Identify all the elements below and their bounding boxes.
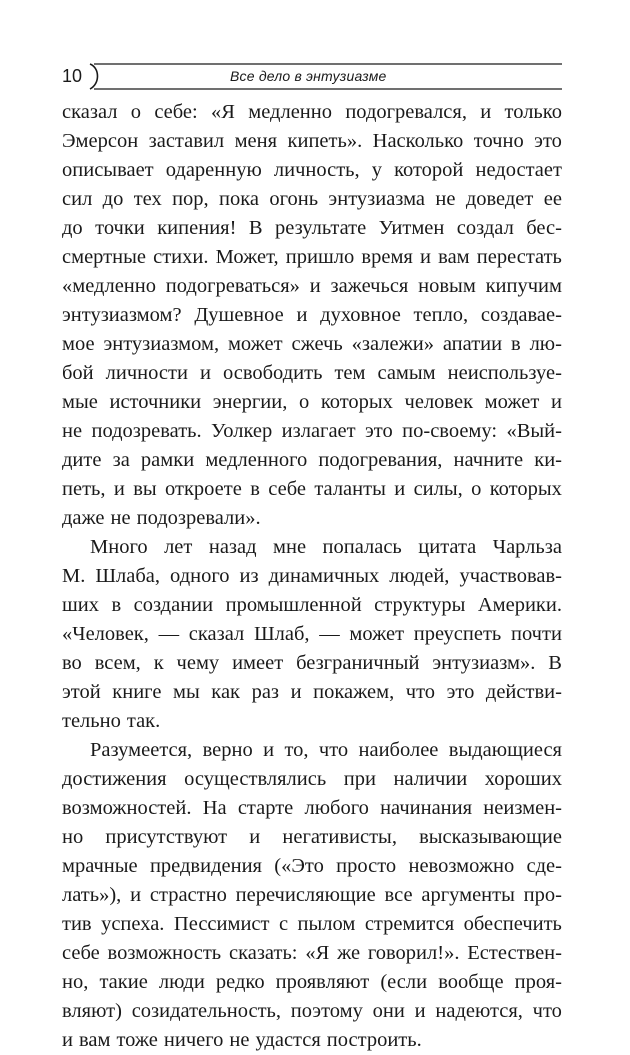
text-line: Разумеется, верно и то, что наиболее выдающиеся [90, 739, 562, 761]
text-line: «Человек, — сказал Шлаб, — может преуспеть почти [62, 623, 562, 645]
text-line: «медленно подогреваться» и зажечься новым кипучим [62, 275, 562, 297]
text-line: и вам тоже ничего не удастся построить. [62, 1029, 422, 1051]
text-line: мое энтузиазмом, может сжечь «залежи» апатии в лю- [62, 333, 562, 355]
text-line: но присутствуют и негативисты, высказывающие [62, 826, 562, 848]
text-line: во всем, к чему имеет безграничный энтузиазм». В [62, 652, 562, 674]
text-line: М. Шлаба, одного из динамичных людей, участвовав- [62, 565, 562, 587]
text-line: мрачные предвидения («Это просто невозможно сде- [62, 855, 562, 877]
text-line: не подозревать. Уолкер излагает это по-своему: «Вый- [62, 420, 562, 442]
text-line: даже не подозревали». [62, 507, 261, 529]
page-header [62, 62, 562, 92]
paragraph [62, 736, 562, 1055]
text-line: бой личности и освободить тем самым неиспользуе- [62, 362, 562, 384]
text-line: себе возможность сказать: «Я же говорил!». Естествен- [62, 942, 562, 964]
text-line: описывает одаренную личность, у которой недостает [62, 159, 562, 181]
text-line: смертные стихи. Может, пришло время и вам перестать [62, 246, 562, 268]
text-line: дите за рамки медленного подогревания, начните ки- [62, 449, 562, 471]
text-line: Много лет назад мне попалась цитата Чарльза [90, 536, 562, 558]
text-line: ших в создании промышленной структуры Америки. [62, 594, 562, 616]
text-line: этой книге мы как раз и покажем, что это действи- [62, 681, 562, 703]
text-line: энтузиазмом? Душевное и духовное тепло, создавае- [62, 304, 562, 326]
text-line: тельно так. [62, 710, 161, 732]
text-line: достижения осуществлялись при наличии хороших [62, 768, 562, 790]
text-line: сил до тех пор, пока огонь энтузиазма не доведет ее [62, 188, 562, 210]
text-line: до точки кипения! В результате Уитмен создал бес- [62, 217, 562, 239]
text-line: мые источники энергии, о которых человек может и [62, 391, 562, 413]
text-line: Эмерсон заставил меня кипеть». Насколько точно это [62, 130, 562, 152]
paragraph [62, 533, 562, 736]
text-line: но, такие люди редко проявляют (если вообще проя- [62, 971, 562, 993]
text-line: вляют) созидательность, поэтому они и надеются, что [62, 1000, 562, 1022]
text-line: возможностей. На старте любого начинания неизмен- [62, 797, 562, 819]
text-line: лать»), и страстно перечисляющие все аргументы про- [62, 884, 562, 906]
text-line: петь, и вы откроете в себе таланты и силы, о которых [62, 478, 562, 500]
text-line: тив успеха. Пессимист с пылом стремится обеспечить [62, 913, 562, 935]
text-line: сказал о себе: «Я медленно подогревался, и только [62, 101, 562, 123]
running-title: Все дело в энтузиазме [230, 68, 387, 84]
body-text [62, 98, 562, 1055]
paragraph [62, 98, 562, 533]
page-number: 10 [62, 66, 83, 86]
